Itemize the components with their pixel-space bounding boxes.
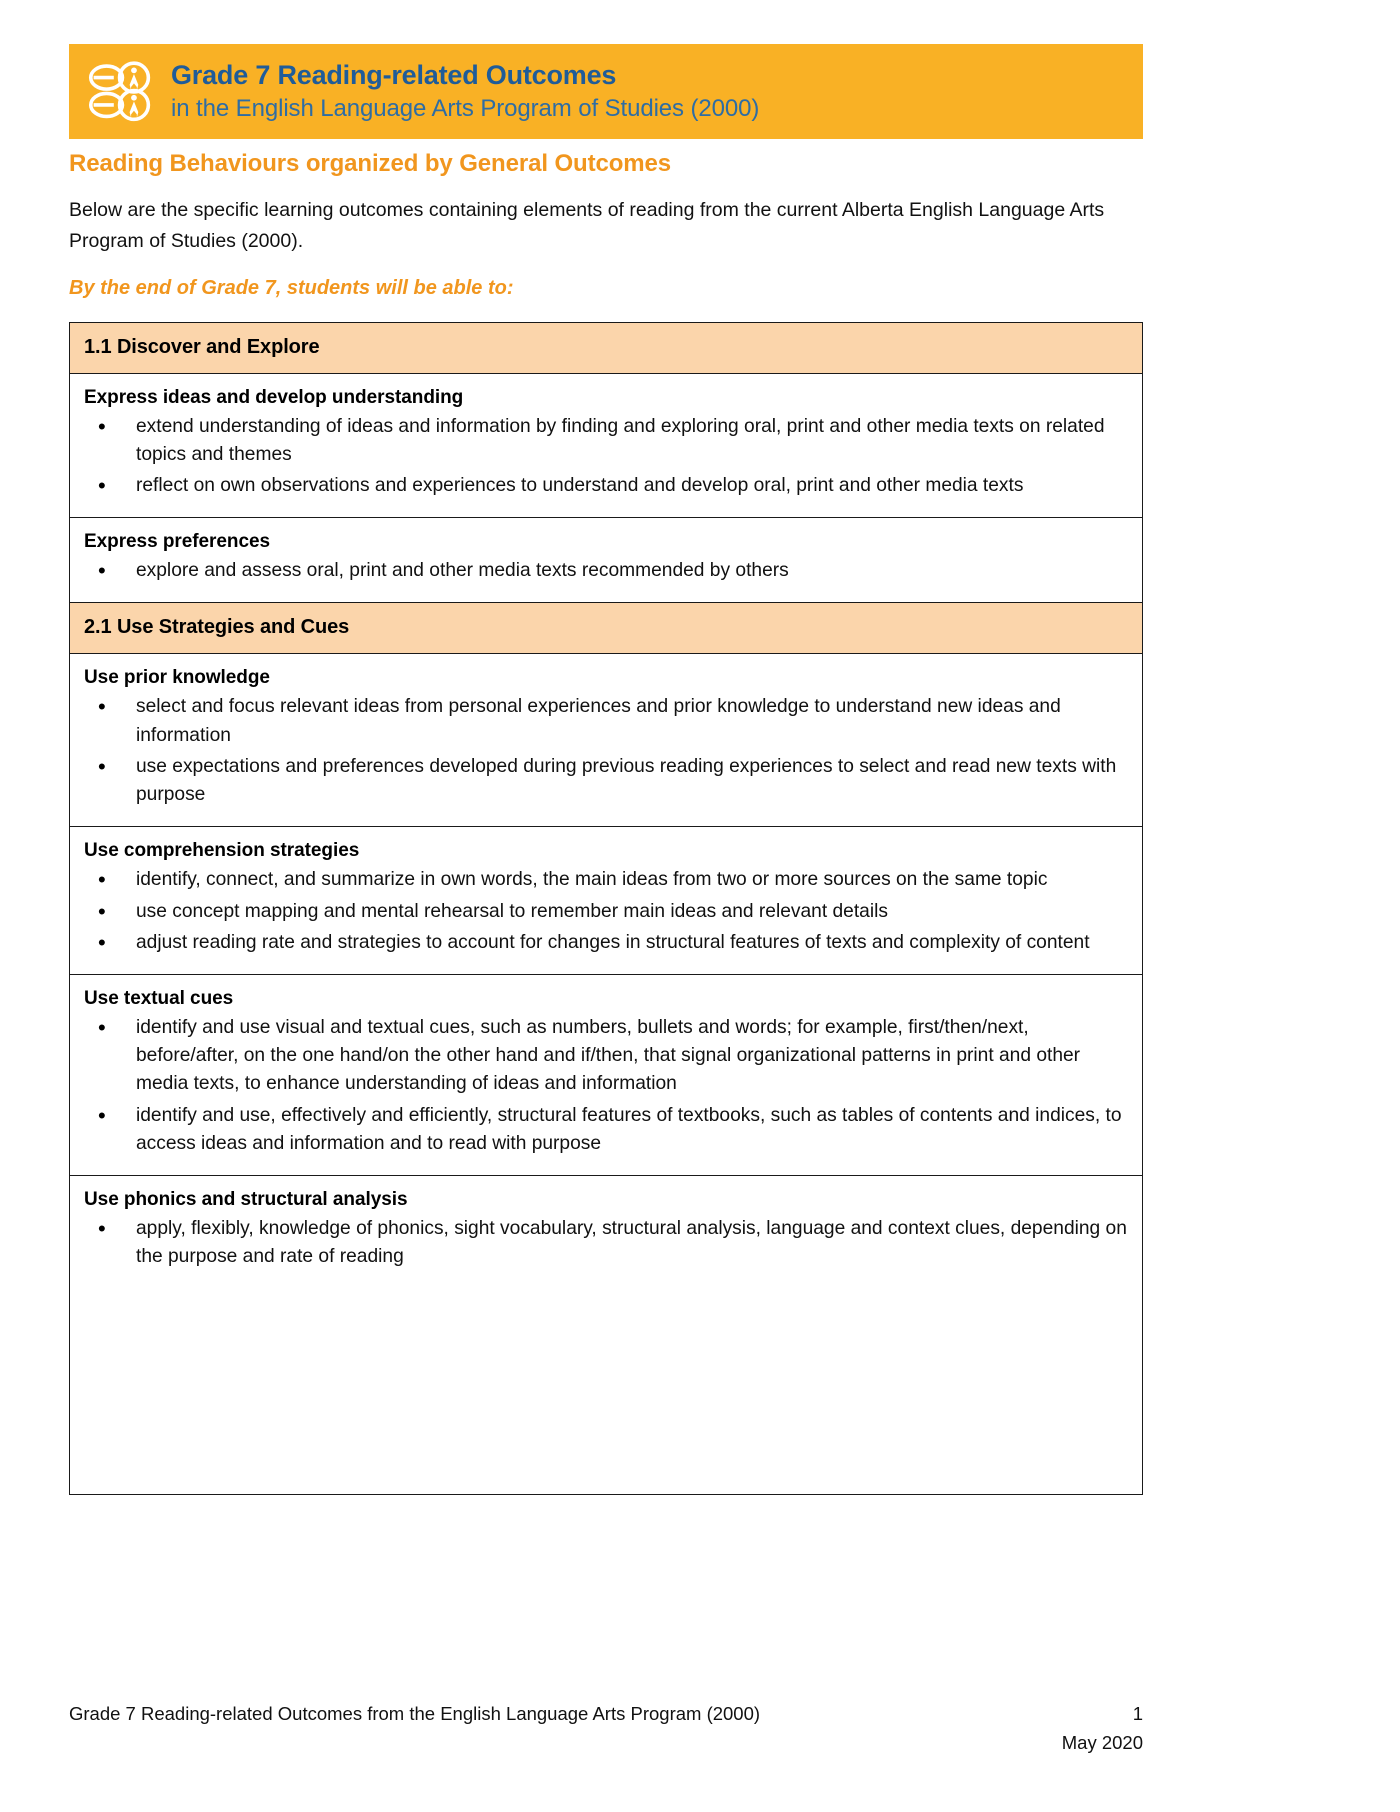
document-content — [69, 150, 1143, 1495]
outcome-bullet-list — [84, 1215, 1128, 1271]
header-text-block — [171, 61, 759, 121]
group-title: Express preferences — [84, 531, 270, 553]
outcomes-table — [69, 322, 1143, 1495]
category-header-row — [70, 323, 1142, 374]
page-subtitle: in the English Language Arts Program of Studies (2000) — [171, 94, 760, 122]
group-title: Use prior knowledge — [84, 667, 270, 689]
group-title: Use comprehension strategies — [84, 840, 360, 862]
section-heading: Reading Behaviours organized by General Outcomes — [69, 150, 672, 177]
list-item: • reflect on own observations and experiences to understand and develop oral, print and other media texts — [84, 472, 1128, 500]
outcome-group — [70, 1176, 1142, 1494]
outcome-group — [70, 654, 1142, 827]
footer-meta — [1062, 1700, 1143, 1757]
outcome-bullet-list — [84, 866, 1128, 957]
callout-text: By the end of Grade 7, students will be able to: — [69, 276, 514, 299]
outcome-bullet-list — [84, 693, 1128, 809]
category-header-row — [70, 603, 1142, 654]
footer-date: May 2020 — [1061, 1731, 1143, 1753]
list-item: • use expectations and preferences developed during previous reading experiences to select and read new texts with purpose — [84, 753, 1128, 809]
group-title: Use phonics and structural analysis — [84, 1189, 408, 1211]
page-number: 1 — [1132, 1703, 1143, 1724]
outcome-bullet-list — [84, 1014, 1128, 1158]
list-item: • identify, connect, and summarize in own words, the main ideas from two or more sources on the same topic — [84, 866, 1128, 894]
list-item: • apply, flexibly, knowledge of phonics, sight vocabulary, structural analysis, language and context clues, depending on the purpose and rate of reading — [84, 1215, 1128, 1271]
header-banner — [69, 44, 1143, 139]
outcome-group — [70, 975, 1142, 1176]
list-item: • explore and assess oral, print and other media texts recommended by others — [84, 557, 1128, 585]
three-circles-people-logo-icon — [85, 56, 157, 128]
list-item: • use concept mapping and mental rehearsal to remember main ideas and relevant details — [84, 898, 1128, 926]
outcome-group — [70, 518, 1142, 603]
outcome-bullet-list — [84, 413, 1128, 501]
page-footer — [69, 1700, 1143, 1757]
outcome-group — [70, 827, 1142, 975]
category-title: 2.1 Use Strategies and Cues — [84, 616, 350, 639]
outcome-bullet-list — [84, 557, 1128, 585]
empty-space — [84, 1272, 1128, 1477]
list-item: • identify and use, effectively and efficiently, structural features of textbooks, such as tables of contents and indices, to access ideas and information and to read with purpose — [84, 1102, 1128, 1158]
group-title: Express ideas and develop understanding — [84, 386, 464, 408]
page-title: Grade 7 Reading-related Outcomes — [171, 60, 617, 91]
list-item: • select and focus relevant ideas from personal experiences and prior knowledge to understand new ideas and information — [84, 693, 1128, 749]
intro-paragraph: Below are the specific learning outcomes containing elements of reading from the current Alberta English Language Arts Program of Studies (2000). — [69, 199, 1105, 252]
footer-document-title: Grade 7 Reading-related Outcomes from the English Language Arts Program (2000) — [69, 1703, 761, 1724]
outcome-group — [70, 374, 1142, 519]
list-item: • identify and use visual and textual cues, such as numbers, bullets and words; for example, first/then/next, before/after, on the one hand/on the other hand and if/then, that signal organizational patterns in print and other media texts, to enhance understanding of ideas and information — [84, 1014, 1128, 1099]
group-title: Use textual cues — [84, 988, 234, 1009]
category-title: 1.1 Discover and Explore — [84, 335, 320, 358]
list-item: • adjust reading rate and strategies to account for changes in structural features of texts and complexity of content — [84, 929, 1128, 957]
list-item: • extend understanding of ideas and information by finding and exploring oral, print and other media texts on related topics and themes — [84, 413, 1128, 469]
